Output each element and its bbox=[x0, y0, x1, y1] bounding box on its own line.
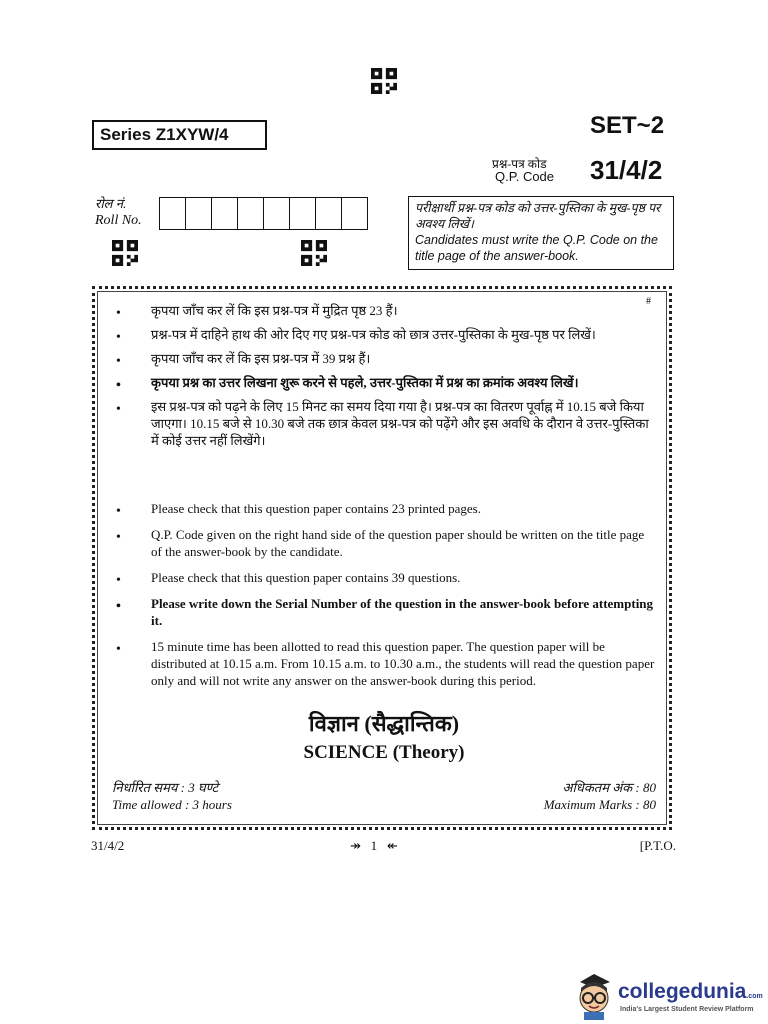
footer-paper-code: 31/4/2 bbox=[91, 838, 125, 853]
roll-no-box bbox=[211, 197, 238, 230]
list-item: • Please check that this question paper contains 23 printed pages. bbox=[116, 500, 656, 517]
qp-code-label: Q.P. Code bbox=[495, 169, 555, 184]
notice-english: Candidates must write the Q.P. Code on the title page of the answer-book. bbox=[415, 233, 658, 263]
please-turn-over: [P.T.O. bbox=[639, 838, 676, 853]
ornament-icon: ↠ bbox=[350, 838, 361, 853]
page-number bbox=[350, 838, 398, 854]
list-item: • कृपया जाँच कर लें कि इस प्रश्न-पत्र में 39 प्रश्न हैं। bbox=[116, 350, 656, 367]
roll-no-boxes bbox=[160, 197, 368, 230]
list-item: • Please check that this question paper contains 39 questions. bbox=[116, 569, 656, 586]
list-item: • Please write down the Serial Number of the question in the answer-book before attempting it. bbox=[116, 595, 656, 629]
mascot-icon bbox=[572, 968, 616, 1020]
maximum-marks: Maximum Marks : 80 bbox=[543, 797, 656, 812]
time-allowed-hindi: निर्धारित समय : 3 घण्टे bbox=[112, 780, 219, 795]
qr-code-icon bbox=[301, 240, 327, 266]
roll-no-box bbox=[237, 197, 264, 230]
roll-no-box bbox=[341, 197, 368, 230]
roll-no-box bbox=[315, 197, 342, 230]
time-allowed: Time allowed : 3 hours bbox=[112, 797, 232, 812]
roll-no-box bbox=[263, 197, 290, 230]
list-item: • कृपया जाँच कर लें कि इस प्रश्न-पत्र में मुद्रित पृष्ठ 23 हैं। bbox=[116, 302, 656, 319]
notice-hindi: परीक्षार्थी प्रश्न-पत्र कोड को उत्तर-पुस्तिका के मुख-पृष्ठ पर अवश्य लिखें। bbox=[415, 201, 661, 231]
qr-code-icon bbox=[112, 240, 138, 266]
list-item: • Q.P. Code given on the right hand side of the question paper should be written on the title page of the answer-book by the candidate. bbox=[116, 526, 656, 560]
brand-suffix: .com bbox=[746, 993, 763, 1000]
brand-name-text: collegedunia bbox=[618, 980, 747, 1003]
list-item: • 15 minute time has been allotted to read this question paper. The question paper will be distributed at 10.15 a.m. From 10.15 a.m. to 10.30 a.m., the students will read the question paper only and will not write any answer on the answer-book during this period. bbox=[116, 638, 656, 689]
roll-no-box bbox=[185, 197, 212, 230]
ornament-icon: ↞ bbox=[386, 838, 398, 853]
subject-title: SCIENCE (Theory) bbox=[303, 742, 465, 763]
qp-code-label-hindi: प्रश्न-पत्र कोड bbox=[492, 157, 547, 171]
list-item: • कृपया प्रश्न का उत्तर लिखना शुरू करने से पहले, उत्तर-पुस्तिका में प्रश्न का क्रमांक अवश्य लिखें। bbox=[116, 374, 656, 391]
page-number-value: 1 bbox=[370, 838, 378, 853]
set-label: SET~2 bbox=[590, 112, 665, 139]
roll-no-label-hindi: रोल नं. bbox=[95, 196, 127, 211]
english-instructions bbox=[116, 500, 656, 698]
qp-code: 31/4/2 bbox=[590, 155, 663, 185]
brand-tagline: India's Largest Student Review Platform bbox=[620, 1006, 754, 1013]
roll-no-box bbox=[159, 197, 186, 230]
brand-name bbox=[618, 980, 763, 1004]
maximum-marks-hindi: अधिकतम अंक : 80 bbox=[562, 780, 656, 795]
hash-mark: # bbox=[646, 296, 651, 307]
list-item: • प्रश्न-पत्र में दाहिने हाथ की ओर दिए गए प्रश्न-पत्र कोड को छात्र उत्तर-पुस्तिका के मुख-पृष्ठ पर लिखें। bbox=[116, 326, 656, 343]
hindi-instructions bbox=[116, 302, 656, 456]
roll-no-label: Roll No. bbox=[95, 213, 142, 228]
series-label: Series Z1XYW/4 bbox=[92, 120, 267, 150]
subject-title-hindi: विज्ञान (सैद्धान्तिक) bbox=[308, 711, 460, 736]
list-item: • इस प्रश्न-पत्र को पढ़ने के लिए 15 मिनट का समय दिया गया है। प्रश्न-पत्र का वितरण पूर्वाह्न में 10.15 बजे किया जाएगा। 10.15 बजे से 10.30 बजे तक छात्र केवल प्रश्न-पत्र को पढ़ेंगे और इस अवधि के दौरान वे उत्तर-पुस्तिका में कोई उत्तर नहीं लिखेंगे। bbox=[116, 398, 656, 449]
roll-no-box bbox=[289, 197, 316, 230]
qr-code-icon bbox=[371, 68, 397, 94]
candidate-notice bbox=[408, 196, 674, 270]
